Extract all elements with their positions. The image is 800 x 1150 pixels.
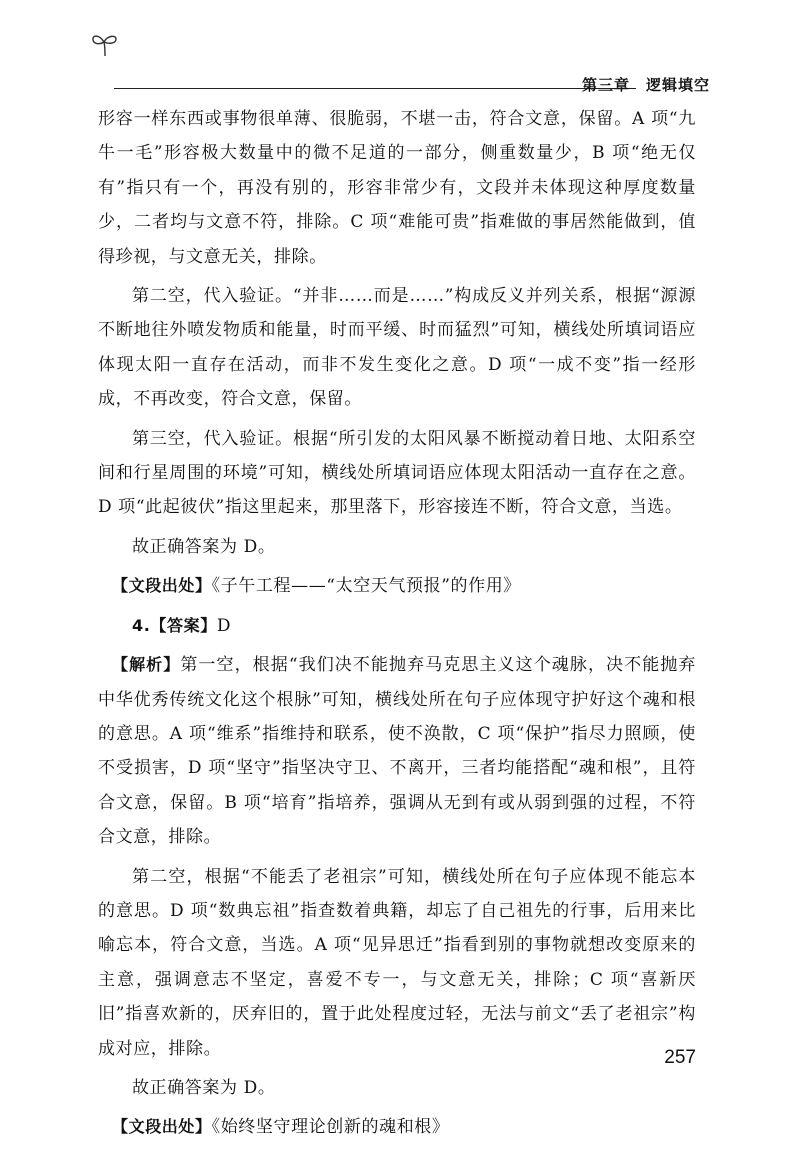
source-text: 《始终坚守理论创新的魂和根》 [211, 1117, 450, 1138]
paragraph: 故正确答案为 D。 [132, 1077, 276, 1098]
analysis-text: 第一空，根据“我们决不能抛弃马克思主义这个魂脉，决不能抛弃中华优秀传统文化这个根脉”可知，横线处所在句子应体现守护好这个魂和根的意思。A 项“维系”指维持和联系，使不涣散，C 项“保护”指尽力照顾，使不受损害，D 项“坚守”指坚决守卫、不离开，三者均能搭配“魂和根”，且符合文意，保留。B 项“培育”指培养，强调从无到有或从弱到强的过程，不符合文意，排除。 [98, 655, 696, 848]
paragraph: 第二空，根据“不能丢了老祖宗”可知，横线处所在句子应体现不能忘本的意思。D 项“数典忘祖”指查数着典籍，却忘了自己祖先的行事，后用来比喻忘本，符合文意，当选。A 项“见异思迁”指看到别的事物就想改变原来的主意，强调意志不坚定，喜爱不专一，与文意无关，排除；C 项“喜新厌旧”指喜欢新的，厌弃旧的，置于此处程度过轻，无法与前文“丢了老祖宗”构成对应，排除。 [98, 866, 696, 1059]
analysis-paragraph [98, 648, 696, 854]
page-header [90, 30, 710, 94]
paragraph: 第三空，代入验证。根据“所引发的太阳风暴不断搅动着日地、太阳系空间和行星周围的环境”可知，横线处所填词语应体现太阳活动一直存在之意。D 项“此起彼伏”指这里起来，那里落下，形容接连不断，符合文意，当选。 [98, 428, 696, 518]
page-number: 257 [664, 1047, 696, 1068]
source-label: 【文段出处】 [112, 576, 212, 596]
page-body [98, 102, 696, 1150]
source-label: 【文段出处】 [112, 1117, 212, 1137]
source-citation [98, 569, 696, 603]
paragraph: 形容一样东西或事物很单薄、很脆弱，不堪一击，符合文意，保留。A 项“九牛一毛”形容极大数量中的微不足道的一部分，侧重数量少，B 项“绝无仅有”指只有一个，再没有别的，形容非常少有，文段并未体现这种厚度数量少，二者均与文意不符，排除。C 项“难能可贵”指难做的事居然能做到，值得珍视，与文意无关，排除。 [98, 109, 696, 267]
answer-line [98, 609, 696, 643]
section-title: 逻辑填空 [645, 76, 710, 94]
source-citation [98, 1110, 696, 1144]
paragraph: 故正确答案为 D。 [132, 536, 276, 557]
analysis-label: 【解析】 [112, 655, 181, 675]
paragraph: 第二空，代入验证。“并非……而是……”构成反义并列关系，根据“源源不断地往外喷发物质和能量，时而平缓、时而猛烈”可知，横线处所填词语应体现太阳一直存在活动，而非不发生变化之意。D 项“一成不变”指一经形成，不再改变，符合文意，保留。 [98, 286, 696, 410]
source-text: 《子午工程——“太空天气预报”的作用》 [211, 576, 521, 597]
answer-label: 【答案】 [150, 615, 217, 635]
question-number: 4. [132, 615, 151, 635]
chapter-title [582, 74, 710, 95]
header-rule [114, 88, 636, 89]
answer-value: D [216, 615, 232, 636]
chapter-number: 第三章 [581, 76, 630, 94]
sprout-icon [90, 30, 120, 58]
